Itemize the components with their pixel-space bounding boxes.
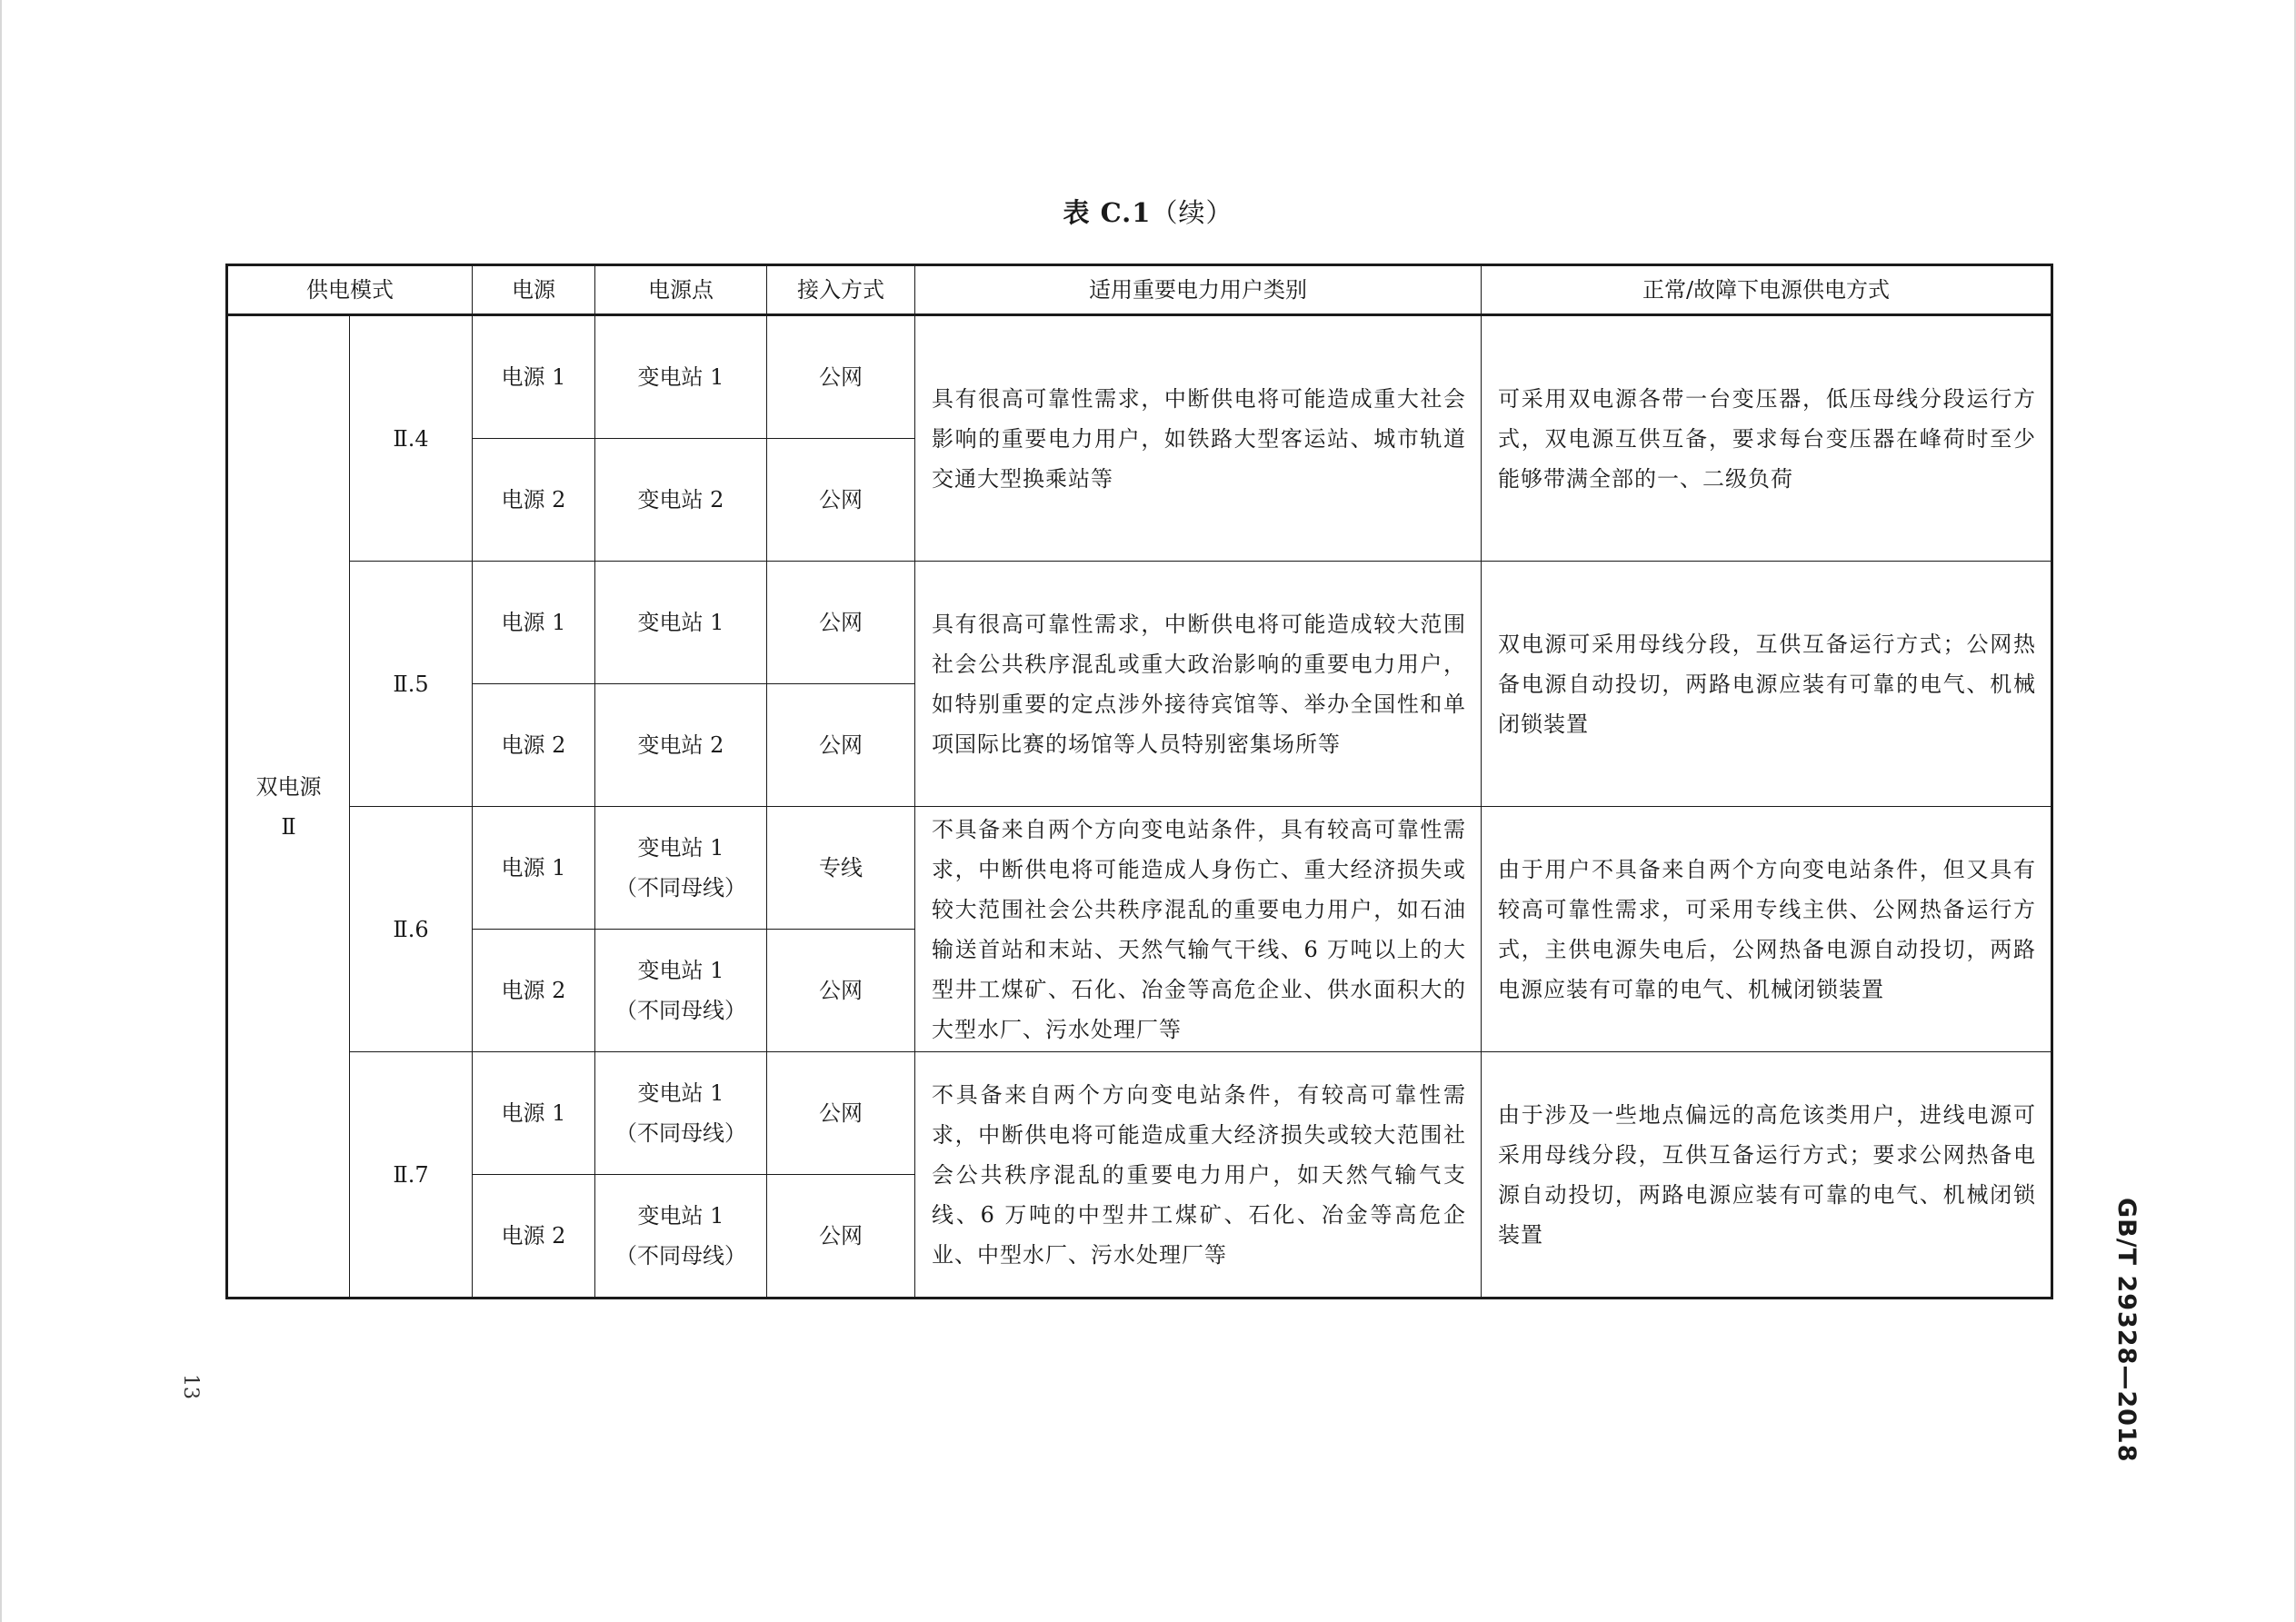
mode-code: Ⅱ.7: [350, 1052, 473, 1299]
source-point-line1: 变电站 2: [637, 487, 724, 512]
access-cell: 公网: [767, 1052, 915, 1175]
header-access-method: 接入方式: [767, 265, 915, 315]
supply-method-text: 双电源可采用母线分段，互供互备运行方式；公网热备电源自动投切，两路电源应装有可靠的电气、机械闭锁装置: [1498, 631, 2036, 737]
source-cell: 电源 1: [473, 315, 595, 439]
source-point-cell: [595, 315, 767, 439]
table-row: [227, 807, 2052, 930]
source-point-line1: 变电站 1: [637, 610, 724, 635]
table-row: [227, 315, 2052, 439]
source-cell: 电源 2: [473, 684, 595, 807]
header-source-point: 电源点: [595, 265, 767, 315]
access-cell: 公网: [767, 684, 915, 807]
access-cell: 公网: [767, 1175, 915, 1299]
source-point-cell: [595, 1175, 767, 1299]
supply-method-text: 可采用双电源各带一台变压器，低压母线分段运行方式，双电源互供互备，要求每台变压器在峰荷时至少能够带满全部的一、二级负荷: [1498, 385, 2036, 492]
source-point-line2: （不同母线）: [615, 998, 746, 1023]
access-cell: 公网: [767, 562, 915, 684]
access-cell: 专线: [767, 807, 915, 930]
supply-method-text: 由于用户不具备来自两个方向变电站条件，但又具有较高可靠性需求，可采用专线主供、公网热备运行方式，主供电源失电后，公网热备电源自动投切，两路电源应装有可靠的电气、机械闭锁装置: [1498, 856, 2036, 1002]
applicable-users-cell: [915, 807, 1482, 1052]
source-point-line2: （不同母线）: [615, 1243, 746, 1269]
mode-code: Ⅱ.5: [350, 562, 473, 807]
mode-group-cell: [227, 315, 350, 1299]
source-point-cell: [595, 930, 767, 1052]
applicable-users-cell: [915, 315, 1482, 562]
source-point-line2: （不同母线）: [615, 875, 746, 901]
applicable-users-cell: [915, 1052, 1482, 1299]
source-cell: 电源 1: [473, 562, 595, 684]
table-title-suffix: （续）: [1151, 197, 1233, 228]
access-cell: 公网: [767, 439, 915, 562]
source-point-cell: [595, 1052, 767, 1175]
table-row: [227, 1052, 2052, 1175]
supply-mode-table: [225, 264, 2053, 1299]
header-source: 电源: [473, 265, 595, 315]
supply-method-cell: [1482, 562, 2052, 807]
source-point-line1: 变电站 1: [637, 835, 724, 861]
applicable-users-text: 不具备来自两个方向变电站条件，有较高可靠性需求，中断供电将可能造成重大经济损失或较大范围社会公共秩序混乱的重要电力用户，如天然气输气支线、6 万吨的中型井工煤矿、石化、冶金等高危企业、中型水厂、污水处理厂等: [932, 1081, 1466, 1268]
header-row: [227, 265, 2052, 315]
source-cell: 电源 2: [473, 930, 595, 1052]
source-point-line1: 变电站 1: [637, 1080, 724, 1106]
supply-method-text: 由于涉及一些地点偏远的高危该类用户，进线电源可采用母线分段，互供互备运行方式；要求公网热备电源自动投切，两路电源应装有可靠的电气、机械闭锁装置: [1498, 1101, 2036, 1248]
source-point-line1: 变电站 2: [637, 732, 724, 758]
source-point-cell: [595, 807, 767, 930]
source-point-cell: [595, 439, 767, 562]
access-cell: 公网: [767, 315, 915, 439]
header-applicable-users: 适用重要电力用户类别: [915, 265, 1482, 315]
supply-method-cell: [1482, 1052, 2052, 1299]
table-row: [227, 562, 2052, 684]
source-point-cell: [595, 684, 767, 807]
header-supply-method: 正常/故障下电源供电方式: [1482, 265, 2052, 315]
applicable-users-cell: [915, 562, 1482, 807]
source-point-line1: 变电站 1: [637, 958, 724, 983]
mode-code: Ⅱ.6: [350, 807, 473, 1052]
mode-group-numeral: Ⅱ: [281, 813, 296, 840]
source-cell: 电源 2: [473, 1175, 595, 1299]
table-title: [0, 193, 2296, 230]
source-point-line1: 变电站 1: [637, 364, 724, 390]
mode-group-label: 双电源: [255, 773, 322, 800]
source-point-cell: [595, 562, 767, 684]
applicable-users-text: 不具备来自两个方向变电站条件，具有较高可靠性需求，中断供电将可能造成人身伤亡、重大经济损失或较大范围社会公共秩序混乱的重要电力用户，如石油输送首站和末站、天然气输气干线、6 万吨以上的大型井工煤矿、石化、冶金等高危企业、供水面积大的大型水厂、污水处理厂等: [932, 816, 1466, 1042]
source-cell: 电源 1: [473, 807, 595, 930]
supply-method-cell: [1482, 807, 2052, 1052]
applicable-users-text: 具有很高可靠性需求，中断供电将可能造成重大社会影响的重要电力用户，如铁路大型客运站、城市轨道交通大型换乘站等: [932, 385, 1466, 492]
mode-code: Ⅱ.4: [350, 315, 473, 562]
source-cell: 电源 1: [473, 1052, 595, 1175]
source-point-line2: （不同母线）: [615, 1120, 746, 1146]
supply-method-cell: [1482, 315, 2052, 562]
access-cell: 公网: [767, 930, 915, 1052]
source-point-line1: 变电站 1: [637, 1203, 724, 1229]
standard-code: GB/T 29328—2018: [2112, 1198, 2141, 1463]
page-number: 13: [179, 1374, 202, 1399]
table-title-label: 表 C.1: [1063, 197, 1152, 228]
header-supply-mode: 供电模式: [227, 265, 473, 315]
applicable-users-text: 具有很高可靠性需求，中断供电将可能造成较大范围社会公共秩序混乱或重大政治影响的重要电力用户，如特别重要的定点涉外接待宾馆等、举办全国性和单项国际比赛的场馆等人员特别密集场所等: [932, 611, 1466, 757]
source-cell: 电源 2: [473, 439, 595, 562]
